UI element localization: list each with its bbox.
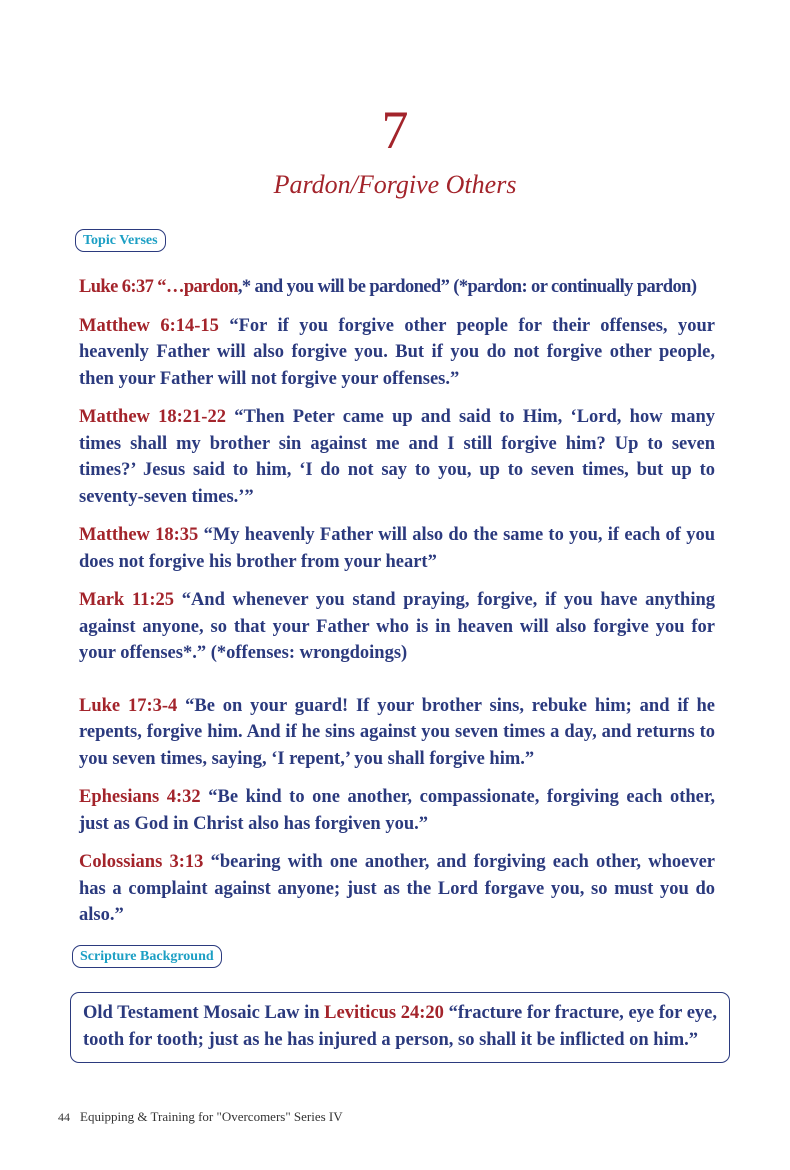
series-title: Equipping & Training for "Overcomers" Series IV (80, 1109, 343, 1124)
background-intro: Old Testament Mosaic Law in (83, 1003, 325, 1023)
verse-text: “For if you forgive other people for their offenses, your heavenly Father will also forgive you. But if you do not forgive other people, then your Father will not forgive your offenses.” (79, 315, 715, 389)
scripture-background-label: Scripture Background (72, 945, 222, 968)
verse-text: “Then Peter came up and said to Him, ‘Lord, how many times shall my brother sin against me and I still forgive him? Up to seven times?’ Jesus said to him, ‘I do not say to you, up to seven times, but up to seventy-seven times.’” (79, 407, 715, 507)
verse-highlight: pardon (183, 277, 238, 297)
verse-reference: Matthew 18:35 (79, 525, 199, 545)
verse-text: “And whenever you stand praying, forgive, if you have anything against anyone, so that your Father who is in heaven will also forgive you for your offenses*.” (*offenses: wrongdoings) (79, 590, 715, 663)
chapter-title: Pardon/Forgive Others (273, 170, 517, 199)
page-footer (58, 1109, 343, 1125)
verse-ephesians-4-32 (79, 784, 715, 837)
verse-matthew-18-35 (79, 522, 715, 575)
verse-reference: Mark 11:25 (79, 590, 175, 610)
background-text: “fracture for fracture, eye for eye, tooth for tooth; just as he has injured a person, so shall it be inflicted on him.” (83, 1003, 717, 1050)
verse-luke-17-3 (79, 693, 715, 773)
verse-reference: Matthew 6:14-15 (79, 315, 219, 336)
verse-text: “My heavenly Father will also do the same to you, if each of you does not forgive his brother from your heart” (79, 525, 715, 572)
chapter-number: 7 (381, 100, 409, 160)
background-reference: Leviticus 24:20 (324, 1003, 444, 1023)
verse-text: “Be on your guard! If your brother sins, rebuke him; and if he repents, forgive him. And if he sins against you seven times a day, and returns to you seven times, saying, ‘I repent,’ you shall forgive him.” (79, 695, 715, 769)
verse-reference: Luke 17:3-4 (79, 695, 178, 716)
verse-matthew-6-14 (79, 313, 715, 393)
verse-text-prefix: “… (153, 277, 184, 297)
verse-reference: Matthew 18:21-22 (79, 407, 226, 427)
scripture-background-box (70, 992, 730, 1063)
verse-colossians-3-13 (79, 849, 715, 929)
topic-verses-label: Topic Verses (75, 229, 166, 252)
verse-text: ,* and you will be pardoned” (*pardon: or continually pardon) (237, 277, 697, 297)
verse-luke-6-37 (79, 274, 715, 301)
verse-reference: Luke 6:37 (79, 277, 154, 297)
page-number: 44 (58, 1110, 70, 1124)
topic-verses-list (79, 274, 715, 941)
verse-reference: Ephesians 4:32 (79, 787, 201, 807)
verse-matthew-18-21 (79, 404, 715, 510)
verse-text: “bearing with one another, and forgiving each other, whoever has a complaint against anyone; just as the Lord forgave you, so must you do also.” (79, 852, 715, 925)
verse-text: “Be kind to one another, compassionate, forgiving each other, just as God in Christ also has forgiven you.” (79, 787, 715, 834)
verse-reference: Colossians 3:13 (79, 852, 204, 872)
verse-mark-11-25 (79, 587, 715, 667)
